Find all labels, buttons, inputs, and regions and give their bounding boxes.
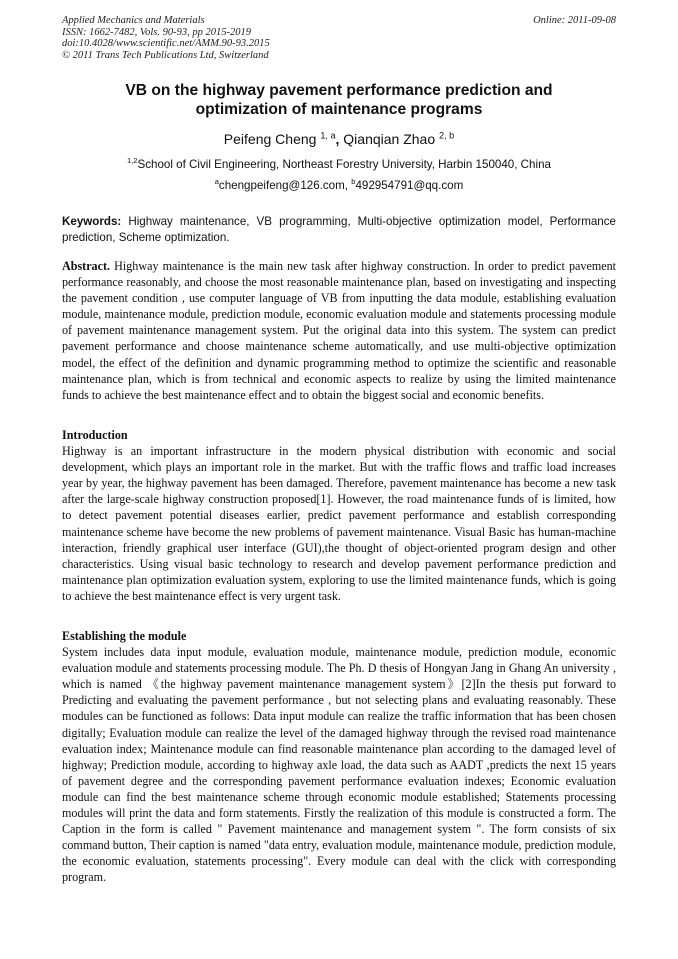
journal-name: Applied Mechanics and Materials [62, 15, 205, 26]
online-date: Online: 2011-09-08 [533, 15, 616, 26]
keywords-text: Highway maintenance, VB programming, Multi-objective optimization model, Performance prediction, Scheme optimization. [62, 215, 616, 244]
section-paragraph: System includes data input module, evaluation module, maintenance module, prediction module, economic evaluation module and statements processing module. The Ph. D thesis of Hongyan Jang in Ghang An university , which is named 《the highway pavement maintenance management system》[2]In the thesis put forward to Predicting and evaluating the pavement performance , but not selecting plans and evaluating reasonably. These modules can be functioned as follows: Data input module can realize the traffic information that has been chosen digitally; Evaluation module can realize the level of the damaged highway through the revised road maintenance evaluation index; Maintenance module can find reasonable maintenance plan according to the damaged level of highway; Prediction module, according to highway axle load, the data such as AADT ,predicts the next 15 years of pavement degree and the corresponding pavement performance evaluation indexes; Economic evaluation module can find the best maintenance scheme through economic module established; Statements processing modules will print the data and form statements. Firstly the realization of this module is constructed a form. The Caption in the form is called " Pavement maintenance and management system ". The form consists of six command button, Their caption is named "data entry, evaluation module, maintenance module, prediction module, the economic evaluation, statements processing". Every module can deal with the click with corresponding program. [62, 645, 616, 885]
section-heading: Introduction [62, 428, 128, 442]
journal-copyright: © 2011 Trans Tech Publications Ltd, Switzerland [62, 49, 269, 61]
email-superscript: a [214, 177, 219, 187]
abstract-section [62, 258, 616, 403]
section-heading: Establishing the module [62, 629, 187, 643]
email-link: 492954791@qq.com [355, 179, 464, 192]
paper-title-line-1: VB on the highway pavement performance prediction and [125, 82, 553, 99]
author-name: Qianqian Zhao [343, 131, 436, 147]
author-name: Peifeng Cheng [223, 131, 317, 147]
keywords-block [62, 214, 616, 245]
section-paragraph: Highway is an important infrastructure in the modern physical distribution with economic and social development, which plays an important role in the market. But with the traffic flows and traffic load increases year by year, the highway pavement has been damaged. Therefore, pavement maintenance has become a new task after the large-scale highway construction proposed[1]. However, the road maintenance funds of is limited, how to detect pavement potential diseases earlier, predict pavement performance and establish corresponding maintenance scheme have become the new problems of pavement maintenance. Visual Basic has human-machine interaction, friendly graphical user interface (GUI),the thought of object-oriented program design and other characteristics. Using visual basic technology to research and develop pavement performance prediction and maintenance plan optimization evaluation system, exploring to use the limited maintenance funds, which is going to achieve the best maintenance effect is very urgent task. [62, 444, 616, 603]
journal-doi: doi:10.4028/www.scientific.net/AMM.90-93.2015 [62, 38, 270, 49]
journal-header [62, 15, 616, 61]
keywords-label: Keywords: [62, 215, 122, 228]
affiliation-text: School of Civil Engineering, Northeast Forestry University, Harbin 150040, China [137, 158, 551, 171]
author-superscript: 1, a [320, 130, 336, 141]
abstract-label: Abstract. [62, 259, 111, 273]
paper-title-line-2: optimization of maintenance programs [195, 101, 483, 118]
introduction-section [62, 427, 616, 604]
email-link: chengpeifeng@126.com, [218, 179, 352, 192]
author-superscript: 2, b [439, 130, 455, 141]
paper-title [62, 81, 616, 119]
email-superscript: b [351, 177, 356, 187]
author-emails [62, 178, 616, 193]
abstract-text: Highway maintenance is the main new task after highway construction. In order to predict pavement performance reasonably, and choose the most reasonable maintenance plan, based on investigating and inspecting the pavement condition , use computer language of VB from inputting the data module, establishing evaluation module, maintenance module, prediction module, economic evaluation module and statements processing module of pavement maintenance management system. Put the original data into this system. The system can predict pavement performance and choose maintenance scheme automatically, and use multi-objective optimization model, the effect of the definition and dynamic programming method to optimize the scientific and reasonable maintenance plan, which is from technical and economic aspects to realize by using the limited maintenance funds to achieve the best maintenance effect and to obtain the biggest social and economic benefits. [62, 259, 616, 402]
author-separator: , [335, 131, 340, 147]
establishing-module-section [62, 628, 616, 886]
affiliation-superscript: 1,2 [127, 156, 138, 166]
author-list [62, 130, 616, 148]
affiliation [62, 157, 616, 172]
journal-issn: ISSN: 1662-7482, Vols. 90-93, pp 2015-2019 [62, 26, 251, 38]
